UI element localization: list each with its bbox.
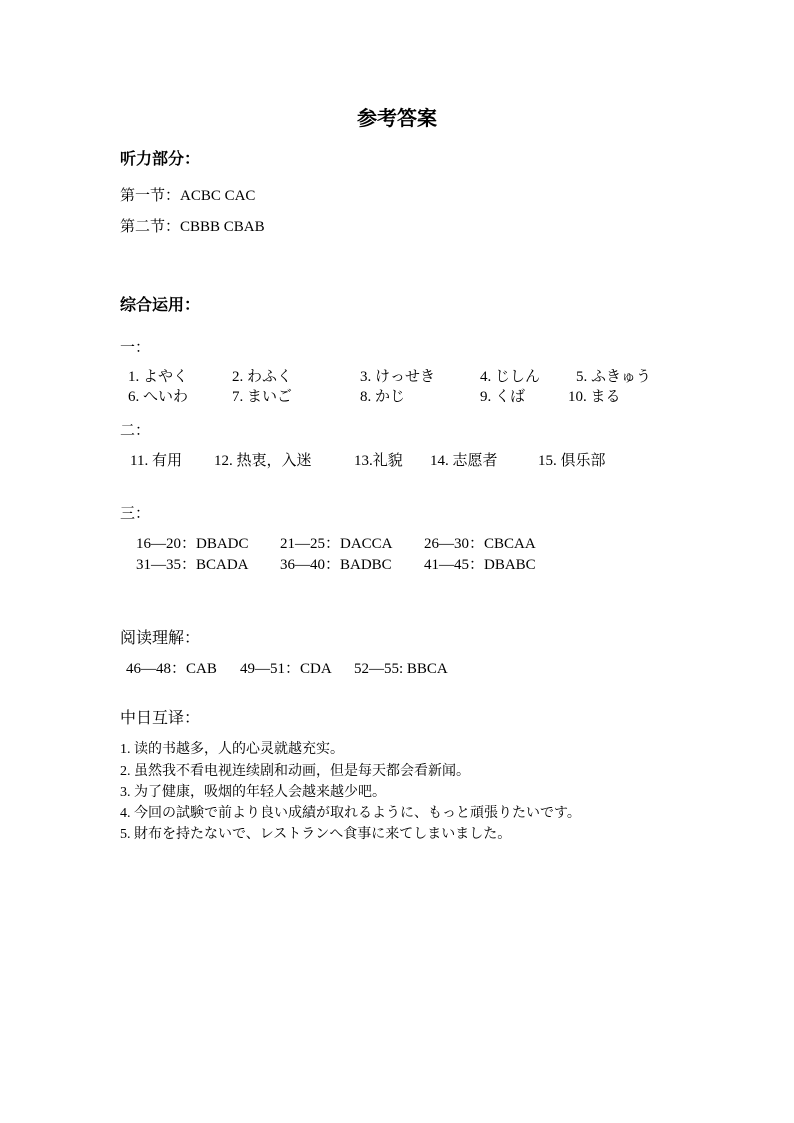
part1-item: 3. けっせき — [360, 369, 436, 385]
reading-answer: 52—55: BBCA — [354, 661, 448, 677]
part3-item: 21—25：DACCA — [280, 536, 393, 552]
part1-label: 一： — [120, 340, 151, 356]
part3-item: 16—20：DBADC — [136, 536, 249, 552]
reading-answer: 49—51：CDA — [240, 661, 332, 677]
translation-item: 1. 读的书越多，人的心灵就越充实。 — [120, 742, 344, 757]
part2-item: 14. 志愿者 — [430, 453, 498, 469]
part2-item: 15. 俱乐部 — [538, 453, 606, 469]
part2-item: 11. 有用 — [130, 453, 182, 469]
part1-item: 6. へいわ — [128, 389, 189, 405]
listening-section-1: 第一节：ACBC CAC — [120, 188, 256, 204]
translation-item: 2. 虽然我不看电视连续剧和动画，但是每天都会看新闻。 — [120, 764, 470, 779]
reading-answer: 46—48：CAB — [126, 661, 217, 677]
part2-item: 12. 热衷，入迷 — [214, 453, 312, 469]
part2-label: 二： — [120, 423, 151, 439]
part1-item: 4. じしん — [480, 369, 541, 385]
part1-item: 5. ふきゅう — [576, 369, 652, 385]
translation-heading: 中日互译： — [120, 710, 201, 727]
page-title: 参考答案 — [357, 108, 437, 130]
reading-heading: 阅读理解： — [120, 630, 201, 647]
listening-section-2: 第二节：CBBB CBAB — [120, 219, 265, 235]
part1-item: 8. かじ — [360, 389, 406, 405]
part1-item: 1. よやく — [128, 369, 189, 385]
part3-item: 31—35：BCADA — [136, 557, 249, 573]
translation-item: 3. 为了健康，吸烟的年轻人会越来越少吧。 — [120, 785, 386, 800]
listening-heading: 听力部分： — [120, 151, 201, 168]
part1-item: 7. まいご — [232, 389, 293, 405]
translation-item: 5. 財布を持たないで、レストランへ食事に来てしまいました。 — [120, 827, 512, 842]
comprehensive-heading: 综合运用： — [120, 297, 201, 314]
part2-item: 13.礼貌 — [354, 453, 403, 469]
translation-item: 4. 今回の試験で前より良い成績が取れるように、もっと頑張りたいです。 — [120, 806, 581, 821]
part3-label: 三： — [120, 506, 151, 522]
part1-item: 2. わふく — [232, 369, 293, 385]
part3-item: 41—45：DBABC — [424, 557, 536, 573]
part1-item: 9. くば — [480, 389, 526, 405]
part1-item: 10. まる — [568, 389, 621, 405]
part3-item: 36—40：BADBC — [280, 557, 392, 573]
part3-item: 26—30：CBCAA — [424, 536, 536, 552]
